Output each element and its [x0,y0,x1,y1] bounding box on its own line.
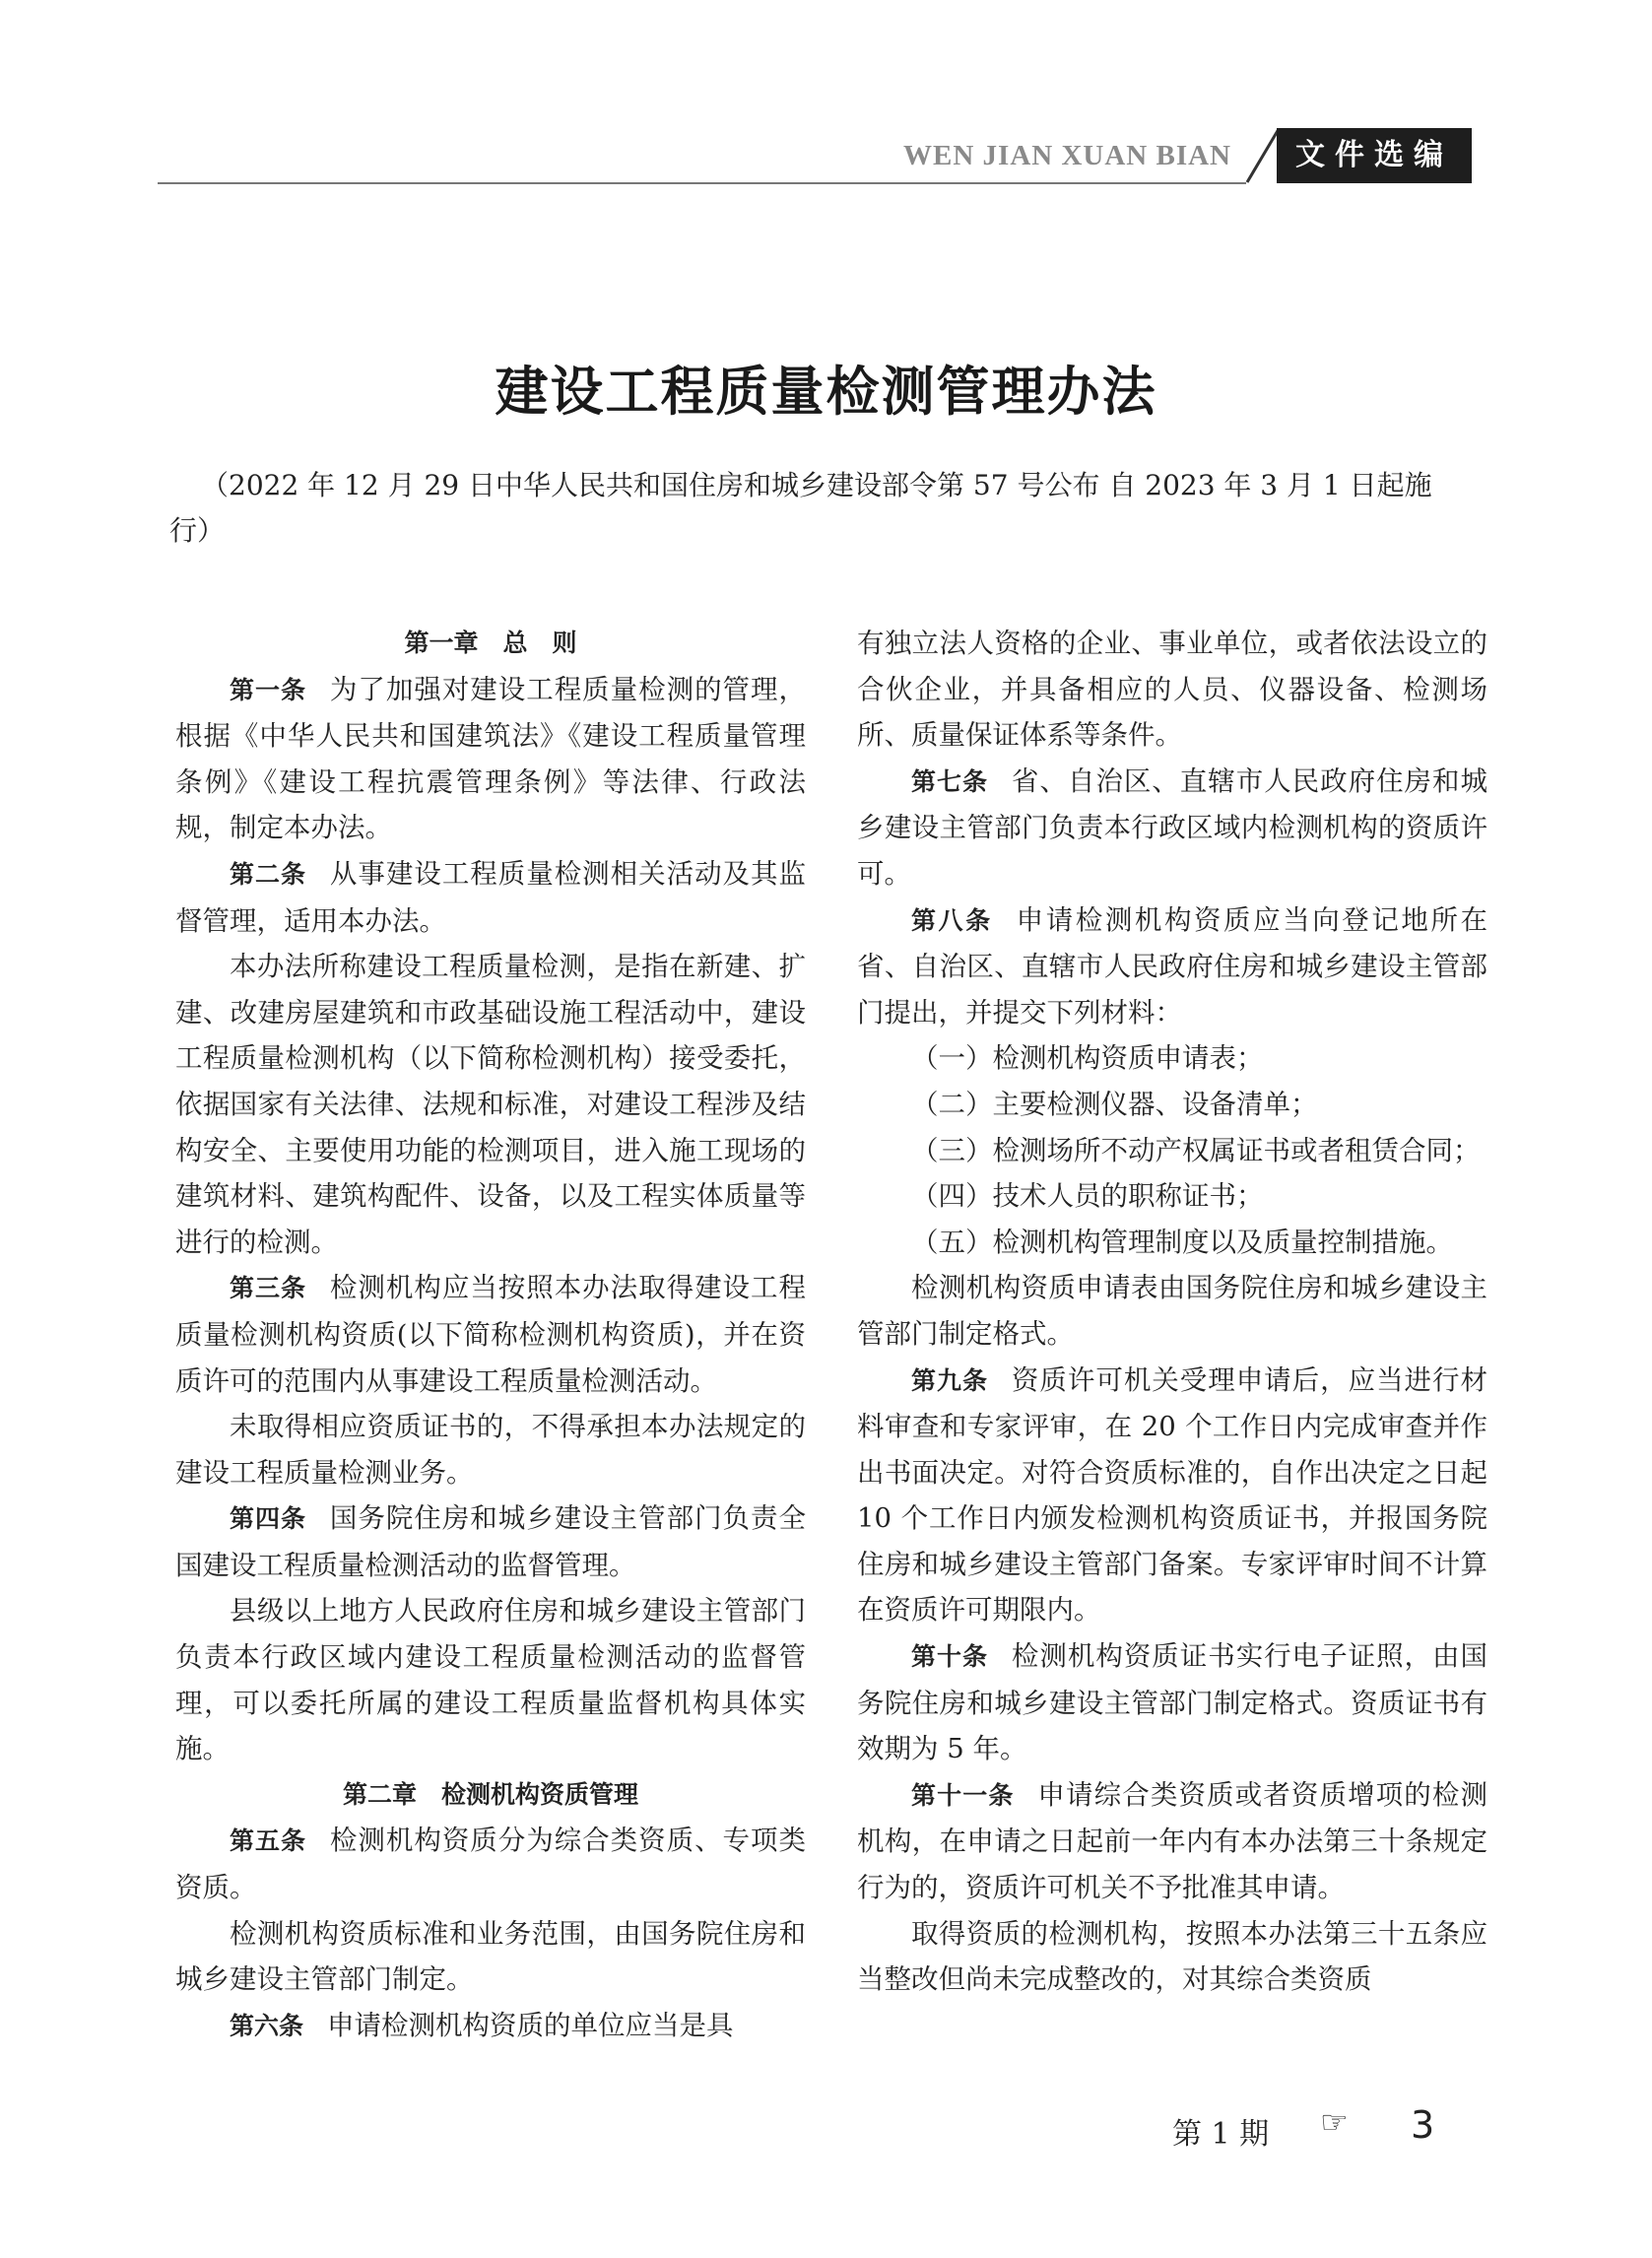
article-number: 第七条 [911,766,988,796]
article-text: 检测机构资质分为综合类资质、专项类资质。 [175,1825,806,1904]
article-text: 申请综合类资质或者资质增项的检测机构，在申请之日起前一年内有本办法第三十条规定行为的，资质许可机关不予批准其申请。 [857,1778,1487,1904]
left-column [175,621,806,2049]
article-text: 从事建设工程质量检测相关活动及其监督管理，适用本办法。 [175,857,806,937]
list-item: （四）技术人员的职称证书； [911,1180,1264,1213]
article-paragraph [857,1772,1487,1911]
article-number: 第五条 [230,1826,306,1856]
header-section-badge: 文件选编 [1277,128,1472,183]
article-paragraph [175,1265,806,1404]
body-paragraph: 本办法所称建设工程质量检测，是指在新建、扩建、改建房屋建筑和市政基础设施工程活动中，建设工程质量检测机构（以下简称检测机构）接受委托，依据国家有关法律、法规和标准，对建设工程涉及结构安全、主要使用功能的检测项目，进入施工现场的建筑材料、建筑构配件、设备，以及工程实体质量等进行的检测。 [175,951,806,1258]
article-text: 国务院住房和城乡建设主管部门负责全国建设工程质量检测活动的监督管理。 [175,1502,806,1581]
pointing-hand-icon: ☞ [1320,2103,1349,2141]
article-text: 检测机构资质证书实行电子证照，由国务院住房和城乡建设主管部门制定格式。资质证书有效期为 5 年。 [857,1640,1487,1765]
body-paragraph: 有独立法人资格的企业、事业单位，或者依法设立的合伙企业，并具备相应的人员、仪器设备、检测场所、质量保证体系等条件。 [857,628,1487,752]
article-text: 申请检测机构资质应当向登记地所在省、自治区、直辖市人民政府住房和城乡建设主管部门提出，并提交下列材料： [857,903,1487,1029]
article-text: 省、自治区、直辖市人民政府住房和城乡建设主管部门负责本行政区域内检测机构的资质许可。 [857,764,1487,890]
body-paragraph: 取得资质的检测机构，按照本办法第三十五条应当整改但尚未完成整改的，对其综合类资质 [857,1917,1487,1996]
body-paragraph: 检测机构资质标准和业务范围，由国务院住房和城乡建设主管部门制定。 [175,1917,806,1996]
article-paragraph [175,667,806,851]
list-item: （五）检测机构管理制度以及质量控制措施。 [911,1226,1453,1258]
document-subtitle: （2022 年 12 月 29 日中华人民共和国住房和城乡建设部令第 57 号公布 自 2023 年 3 月 1 日起施行） [169,469,1432,547]
chapter-heading: 第一章 总 则 [404,629,577,657]
issue-label: 第 1 期 [1172,2117,1270,2152]
article-number: 第十一条 [911,1780,1015,1810]
article-paragraph [857,1358,1487,1634]
list-item: （一）检测机构资质申请表； [911,1042,1264,1075]
chapter-heading: 第二章 检测机构资质管理 [342,1779,638,1809]
article-number: 第九条 [911,1365,988,1395]
article-text: 为了加强对建设工程质量检测的管理，根据《中华人民共和国建筑法》《建设工程质量管理条例》《建设工程抗震管理条例》等法律、行政法规，制定本办法。 [175,673,806,844]
article-text: 检测机构应当按照本办法取得建设工程质量检测机构资质(以下简称检测机构资质)，并在资质许可的范围内从事建设工程质量检测活动。 [175,1272,806,1397]
article-number: 第十条 [911,1642,988,1672]
list-item: （三）检测场所不动产权属证书或者租赁合同； [911,1134,1481,1166]
article-number: 第一条 [230,675,306,704]
body-paragraph: 检测机构资质申请表由国务院住房和城乡建设主管部门制定格式。 [857,1272,1487,1350]
page-footer [1172,2103,1468,2153]
list-item: （二）主要检测仪器、设备清单； [911,1088,1318,1120]
body-paragraph: 县级以上地方人民政府住房和城乡建设主管部门负责本行政区域内建设工程质量检测活动的监督管理，可以委托所属的建设工程质量监督机构具体实施。 [175,1595,806,1765]
header-rule [158,182,1246,184]
header-pinyin: WEN JIAN XUAN BIAN [903,140,1231,171]
article-text: 申请检测机构资质的单位应当是具 [327,2009,734,2041]
article-number: 第三条 [230,1274,306,1303]
article-paragraph [857,1633,1487,1772]
article-number: 第二条 [230,859,306,889]
body-paragraph: 未取得相应资质证书的，不得承担本办法规定的建设工程质量检测业务。 [175,1411,806,1489]
article-paragraph [857,759,1487,897]
article-paragraph [175,1818,806,1910]
article-paragraph [175,2003,806,2050]
page-number: 3 [1411,2103,1435,2147]
article-number: 第八条 [911,905,993,935]
article-text: 资质许可机关受理申请后，应当进行材料审查和专家评审，在 20 个工作日内完成审查并作出书面决定。对符合资质标准的，自作出决定之日起 10 个工作日内颁发检测机构资质证书，并报国务院住房和城乡建设主管部门备案。专家评审时间不计算在资质许可期限内。 [857,1363,1487,1627]
article-paragraph [175,851,806,944]
document-title: 建设工程质量检测管理办法 [495,360,1157,423]
right-column [857,621,1487,2003]
article-number: 第四条 [230,1504,306,1534]
article-paragraph [175,1495,806,1588]
article-number: 第六条 [230,2011,304,2040]
article-paragraph [857,897,1487,1036]
